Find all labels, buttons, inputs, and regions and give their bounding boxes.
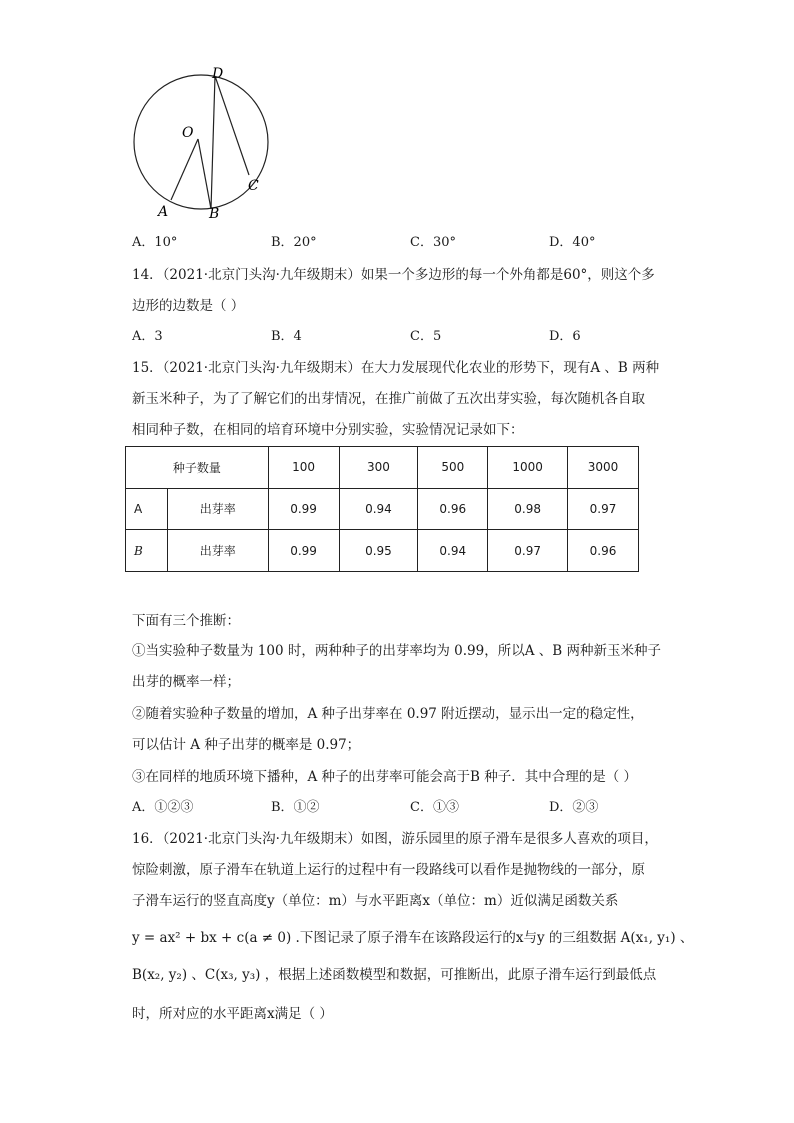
circle-figure bbox=[128, 62, 278, 222]
q13-option-d[interactable]: D．40° bbox=[549, 235, 596, 250]
q15-inference-1-line1: ①当实验种子数量为 100 时，两种种子的出芽率均为 0.99，所以A 、B 两种新玉米种子 bbox=[132, 643, 661, 659]
table-row bbox=[126, 530, 639, 572]
q14-option-a[interactable]: A．3 bbox=[132, 329, 163, 344]
q15-stem-line2: 新玉米种子，为了了解它们的出芽情况，在推广前做了五次出芽实验，每次随机各自取 bbox=[132, 391, 645, 407]
table-cell: 0.99 bbox=[268, 530, 339, 572]
table-cell: 0.98 bbox=[488, 488, 568, 530]
table-cell: 0.95 bbox=[339, 530, 418, 572]
q14-option-d[interactable]: D．6 bbox=[549, 329, 581, 344]
table-cell: 0.97 bbox=[568, 488, 639, 530]
header-count: 100 bbox=[268, 447, 339, 489]
q15-option-a[interactable]: A．①②③ bbox=[132, 800, 194, 815]
q13-option-a[interactable]: A．10° bbox=[132, 235, 178, 250]
segment-ob bbox=[198, 139, 211, 209]
q16-stem-line1: 16．（2021·北京门头沟·九年级期末）如图，游乐园里的原子滑车是很多人喜欢的项目， bbox=[132, 831, 658, 847]
label-c: C bbox=[248, 178, 259, 194]
table-cell: 0.96 bbox=[418, 488, 488, 530]
q14-option-b[interactable]: B．4 bbox=[271, 329, 302, 344]
header-seed-count: 种子数量 bbox=[126, 447, 269, 489]
row-seed-label: B bbox=[126, 530, 168, 572]
row-metric-label: 出芽率 bbox=[167, 488, 268, 530]
q14-stem-line1: 14．（2021·北京门头沟·九年级期末）如果一个多边形的每一个外角都是60°，则这个多 bbox=[132, 267, 655, 283]
segment-db bbox=[211, 76, 215, 209]
row-metric-label: 出芽率 bbox=[167, 530, 268, 572]
header-count: 300 bbox=[339, 447, 418, 489]
q13-option-b[interactable]: B．20° bbox=[271, 235, 317, 250]
q15-stem-line3: 相同种子数，在相同的培育环境中分别实验，实验情况记录如下： bbox=[132, 422, 524, 438]
label-o: O bbox=[182, 125, 194, 141]
table-cell: 0.96 bbox=[568, 530, 639, 572]
header-count: 1000 bbox=[488, 447, 568, 489]
label-d: D bbox=[212, 66, 224, 82]
q16-stem-line3: 子滑车运行的竖直高度y（单位：m）与水平距离x（单位：m）近似满足函数关系 bbox=[132, 893, 619, 909]
segment-oa bbox=[171, 139, 198, 200]
q14-stem-line2: 边形的边数是（ ） bbox=[132, 298, 245, 314]
q15-option-b[interactable]: B．①② bbox=[271, 800, 320, 815]
table-cell: 0.99 bbox=[268, 488, 339, 530]
table-cell: 0.94 bbox=[418, 530, 488, 572]
q15-stem-line1: 15．（2021·北京门头沟·九年级期末）在大力发展现代化农业的形势下，现有A 、B 两种 bbox=[132, 360, 660, 376]
header-count: 500 bbox=[418, 447, 488, 489]
q15-inference-1-line2: 出芽的概率一样； bbox=[132, 674, 240, 690]
row-seed-label: A bbox=[126, 488, 168, 530]
table-cell: 0.94 bbox=[339, 488, 418, 530]
table-header-row bbox=[126, 447, 639, 489]
label-b: B bbox=[209, 206, 220, 222]
q16-stem-line2: 惊险刺激，原子滑车在轨道上运行的过程中有一段路线可以看作是抛物线的一部分，原 bbox=[132, 862, 645, 878]
germination-table bbox=[125, 446, 639, 572]
q15-option-d[interactable]: D．②③ bbox=[549, 800, 599, 815]
q15-inference-intro: 下面有三个推断： bbox=[132, 613, 240, 629]
table-cell: 0.97 bbox=[488, 530, 568, 572]
q16-stem-line5: B(x₂, y₂) 、C(x₃, y₃) ，根据上述函数模型和数据，可推断出，此原子滑车运行到最低点 bbox=[132, 967, 657, 983]
q14-option-c[interactable]: C．5 bbox=[410, 329, 442, 344]
q15-option-c[interactable]: C．①③ bbox=[410, 800, 459, 815]
table-row bbox=[126, 488, 639, 530]
q16-stem-line6: 时，所对应的水平距离x满足（ ） bbox=[132, 1006, 333, 1022]
q15-inference-2-line1: ②随着实验种子数量的增加，A 种子出芽率在 0.97 附近摆动，显示出一定的稳定性， bbox=[132, 706, 644, 722]
q15-inference-3-line1: ③在同样的地质环境下播种，A 种子的出芽率可能会高于B 种子．其中合理的是（ ） bbox=[132, 769, 638, 785]
q16-stem-line4: y = ax² + bx + c(a ≠ 0) .下图记录了原子滑车在该路段运行的x与y 的三组数据 A(x₁, y₁) 、 bbox=[132, 930, 694, 946]
header-count: 3000 bbox=[568, 447, 639, 489]
q13-option-c[interactable]: C．30° bbox=[410, 235, 456, 250]
label-a: A bbox=[158, 204, 169, 220]
q15-inference-2-line2: 可以估计 A 种子出芽的概率是 0.97； bbox=[132, 737, 361, 753]
